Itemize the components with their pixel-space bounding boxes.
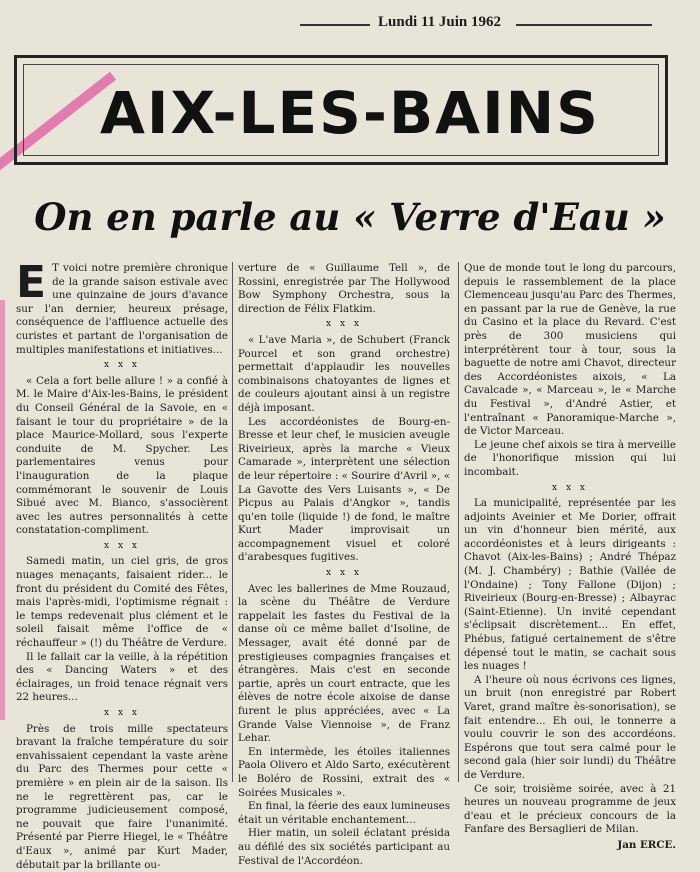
paragraph: Près de trois mille spectateurs bravant la fraîche température du soir envahissaient cependant la vaste arène du Parc des Thermes pour cette « première » en plein air de la saison. Ils ne le regrettèrent pas, car le programme judicieusement composé, ne pouvait que faire l'unanimité. Présenté par Pierre Hiegel, le « Théâtre d'Eaux », animé par Kurt Mader, débutait par la brillante ou- (16, 722, 228, 871)
paragraph: En final, la féerie des eaux lumineuses était un véritable enchantement... (238, 800, 450, 826)
paragraph: Avec les ballerines de Mme Rouzaud, la scène du Théâtre de Verdure rappelait les fastes du Festival de la danse où ce même ballet d'Isoline, de Messager, avait été donné par de prestigieuses compagnies françaises et étrangères. Mais c'est en seconde partie, après un court entracte, que les élèves de notre école aixoise de danse furent le plus appréciées, avec « La Grande Valse Viennoise », de Franz Lehar. (238, 582, 450, 745)
section-separator: x x x (326, 319, 362, 330)
paragraph: « L'ave Maria », de Schubert (Franck Pourcel et son grand orchestre) permettait d'applaudir les nouvelles combinaisons chatoyantes de lignes et de couleurs ajoutant ainsi à un registre déjà imposant. (238, 333, 450, 414)
article-column-2 (238, 262, 450, 868)
section-separator: x x x (552, 482, 588, 493)
paragraph: A l'heure où nous écrivons ces lignes, un bruit (non enregistré par Robert Varet, grand maître ès-sonorisation), se fait entendre... Eh oui, le tonnerre a voulu couvrir le son des accordéons. Espérons que tout sera calmé pour le second gala (hier soir lundi) du Théâtre de Verdure. (464, 673, 676, 781)
date-rule-left (300, 24, 370, 26)
column-rule-2 (458, 262, 459, 782)
pink-marker-margin (0, 300, 5, 720)
paragraph: T voici notre première chronique de la grande saison estivale avec une quinzaine de jours d'avance sur l'an dernier, heureux présage, conséquence de l'affluence actuelle des curistes et partant de l'organisation de multiples manifestations et initiatives... (16, 262, 228, 356)
section-separator: x x x (104, 540, 140, 551)
date-rule-right (516, 24, 652, 26)
paragraph: Les accordéonistes de Bourg-en-Bresse et leur chef, le musicien aveugle Riveirieux, après la marche « Vieux Camarade », interprètent une sélection de leur répertoire : « Sourire d'Avril », « La Gavotte des Vers Luisants », « De Picpus au Palais d'Angkor », tandis qu'en toile (liquide !) de fond, le maître Kurt Mader improvisait un accompagnement visuel et coloré d'arabesques fugitives. (238, 415, 450, 564)
paragraph: Ce soir, troisième soirée, avec à 21 heures un nouveau programme de jeux d'eau et le précieux concours de la Fanfare des Bersaglieri de Milan. (464, 782, 676, 836)
paragraph: Samedi matin, un ciel gris, de gros nuages menaçants, faisaient rider... le front du président du Comité des Fêtes, mais l'après-midi, l'optimisme régnait : le temps redevenait plus clément et le soleil faisait même l'office de « réchauffeur » (!) du Théâtre de Verdure. (16, 555, 228, 650)
paragraph: Il le fallait car la veille, à la répétition des « Dancing Waters » et des éclairages, un froid tenace régnait vers 22 heures... (16, 650, 228, 704)
article-column-3 (464, 262, 676, 853)
author-signature: Jan ERCE. (617, 838, 676, 851)
paragraph: verture de « Guillaume Tell », de Rossini, enregistrée par The Hollywood Bow Symphony Orchestra, sous la direction de Félix Flatkim. (238, 262, 450, 315)
section-separator: x x x (104, 360, 140, 371)
page-title: AIX-LES-BAINS (100, 79, 600, 147)
paragraph: Le jeune chef aixois se tira à merveille de l'honorifique mission qui lui incombait. (464, 438, 676, 478)
publication-date: Lundi 11 Juin 1962 (378, 14, 501, 30)
section-separator: x x x (104, 708, 140, 718)
paragraph: « Cela a fort belle allure ! » a confié à M. le Maire d'Aix-les-Bains, le président du Conseil Général de la Savoie, en « faisant le tour du propriétaire » de la place Maurice-Mollard, sous l'experte conduite de M. Spycher. Les parlementaires venus pour l'inauguration de la plaque commémorant le souvenir de Louis Sibué avec M. Bianco, s'associèrent avec les autres personnalités à cette constatation-compliment. (16, 374, 228, 537)
paragraph: En intermède, les étoiles italiennes Paola Olivero et Aldo Sarto, exécutèrent le Boléro de Rossini, extrait des « Soirées Musicales ». (238, 745, 450, 799)
paragraph: Hier matin, un soleil éclatant présida au défilé des six sociétés participant au Festival de l'Accordéon. (238, 827, 450, 867)
article-column-1 (16, 257, 228, 872)
section-separator: x x x (326, 568, 362, 579)
paragraph: Que de monde tout le long du parcours, depuis le rassemblement de la place Clemenceau jusqu'au Parc des Thermes, en passant par la rue de Genève, la rue du Casino et la place du Revard. C'est près de 300 musiciens qui interprétèrent tour à tour, sous la baguette de notre ami Chavot, directeur des Accordéonistes aixois, « La Cavalcade », « Marceau », le « Marche du Festival », d'André Astier, et l'entraînant « Panoramique-Marche », de Victor Marceau. (464, 262, 676, 438)
paragraph: La municipalité, représentée par les adjoints Aveinier et Me Dorier, offrait un vin d'honneur bien mérité, aux accordéonistes et à leurs dirigeants : Chavot (Aix-les-Bains) ; André Thépaz (M. J. Chambéry) ; Bathie (Vallée de l'Ondaine) ; Tony Fallone (Dijon) ; Riveirieux (Bourg-en-Bresse) ; Albayrac (Saint-Etienne). Un invité cependant s'éclipsait discrètement... En effet, Phébus, fatigué certainement de s'être dépensé tout le matin, se cachait sous les nuages ! (464, 497, 676, 673)
drop-cap: E (16, 257, 47, 308)
column-rule-1 (232, 262, 233, 782)
article-headline: On en parle au « Verre d'Eau » (34, 195, 666, 239)
